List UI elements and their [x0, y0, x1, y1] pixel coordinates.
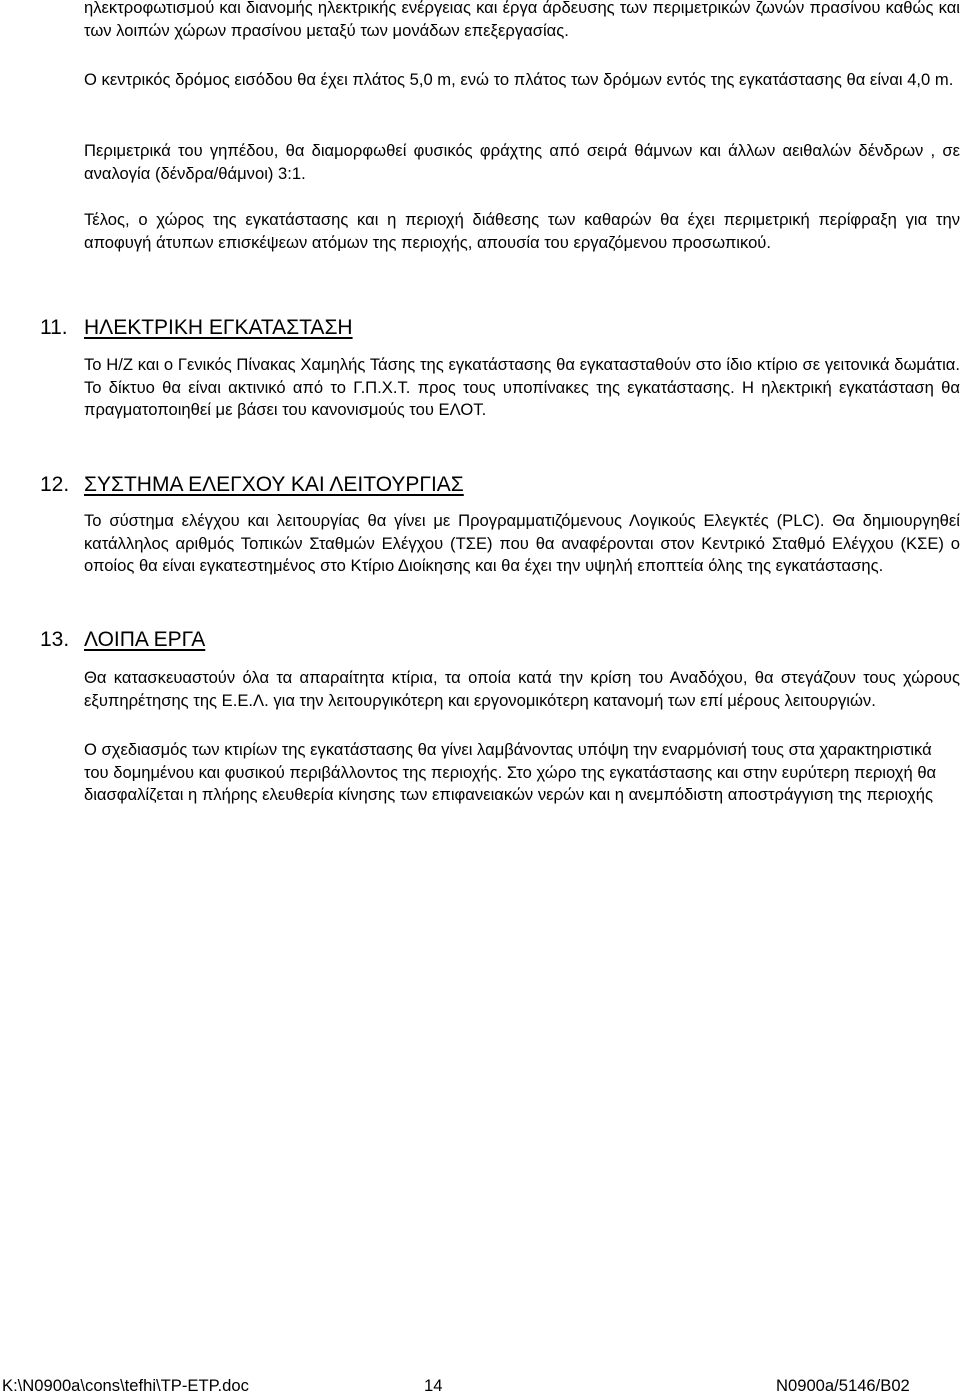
section-heading-12 — [40, 472, 940, 498]
section-heading-13 — [40, 627, 940, 653]
footer-page-number: 14 — [424, 1376, 443, 1395]
section-number: 13. — [40, 628, 70, 651]
section-title: ΣΥΣΤΗΜΑ ΕΛΕΓΧΟΥ ΚΑΙ ΛΕΙΤΟΥΡΓΙΑΣ — [84, 473, 464, 496]
intro-paragraph-fence: Περιμετρικά του γηπέδου, θα διαμορφωθεί φυσικός φράχτης από σειρά θάμνων και άλλων αειθαλών δένδρων , σε αναλογία (δένδρα/θάμνοι) 3:1. — [84, 141, 960, 183]
section-number: 12. — [40, 473, 70, 496]
page-footer — [0, 1376, 960, 1396]
section-title: ΗΛΕΚΤΡΙΚΗ ΕΓΚΑΤΑΣΤΑΣΗ — [84, 316, 353, 339]
section-title: ΛΟΙΠΑ ΕΡΓΑ — [84, 628, 206, 651]
intro-paragraph-roads: Ο κεντρικός δρόμος εισόδου θα έχει πλάτος 5,0 m, ενώ το πλάτος των δρόμων εντός της εγκατάστασης θα είναι 4,0 m. — [84, 70, 954, 89]
intro-paragraph-enclosure: Τέλος, ο χώρος της εγκατάστασης και η περιοχή διάθεσης των καθαρών θα έχει περιμετρική περίφραξη για την αποφυγή άτυπων επισκέψεων ατόμων της περιοχής, απουσία του εργαζόμενου προσωπικού. — [84, 210, 960, 252]
section-11-paragraph: Το Η/Ζ και ο Γενικός Πίνακας Χαμηλής Τάσης της εγκατάστασης θα εγκατασταθούν στο ίδιο κτίριο σε γειτονικά δωμάτια. Το δίκτυο θα είναι ακτινικό από το Γ.Π.Χ.Τ. προς τους υποπίνακες της εγκατάστασης. Η ηλεκτρική εγκατάσταση θα πραγματοποιηθεί με βάσει του κανονισμούς του ΕΛΟΤ. — [84, 355, 960, 420]
section-heading-11 — [40, 315, 940, 341]
intro-paragraph-continuation: ηλεκτροφωτισμού και διανομής ηλεκτρικής ενέργειας και έργα άρδευσης των περιμετρικών ζωνών πρασίνου καθώς και των λοιπών χώρων πρασίνου μεταξύ των μονάδων επεξεργασίας. — [84, 0, 960, 40]
section-13-paragraph-buildings: Θα κατασκευαστούν όλα τα απαραίτητα κτίρια, τα οποία κατά την κρίση του Αναδόχου, θα στεγάζουν τους χώρους εξυπηρέτησης της Ε.Ε.Λ. για την λειτουργικότερη και εργονομικότερη κατανομή των επί μέρους λειτουργιών. — [84, 668, 960, 710]
footer-file-path: K:\N0900a\cons\tefhi\TP-ETP.doc — [2, 1376, 249, 1395]
section-13-paragraph-design: Ο σχεδιασμός των κτιρίων της εγκατάστασης θα γίνει λαμβάνοντας υπόψη την εναρμόνισή τους στα χαρακτηριστικά του δομημένου και φυσικού περιβάλλοντος της περιοχής. Στο χώρο της εγκατάστασης και στην ευρύτερη περιοχή θα διασφαλίζεται η πλήρης ελευθερία κίνησης των επιφανειακών νερών και η ανεμπόδιστη αποστράγγιση της περιοχής — [84, 740, 937, 805]
footer-doc-code: N0900a/5146/B02 — [776, 1376, 910, 1395]
section-number: 11. — [40, 316, 68, 339]
section-12-paragraph: Το σύστημα ελέγχου και λειτουργίας θα γίνει με Προγραμματιζόμενους Λογικούς Ελεγκτές (PLC). Θα δημιουργηθεί κατάλληλος αριθμός Τοπικών Σταθμών Ελέγχου (ΤΣΕ) που θα αναφέρονται στον Κεντρικό Σταθμό Ελέγχου (ΚΣΕ) ο οποίος θα είναι εγκατεστημένος στο Κτίριο Διοίκησης και θα έχει την υψηλή εποπτεία όλης της εγκατάστασης. — [84, 511, 960, 576]
